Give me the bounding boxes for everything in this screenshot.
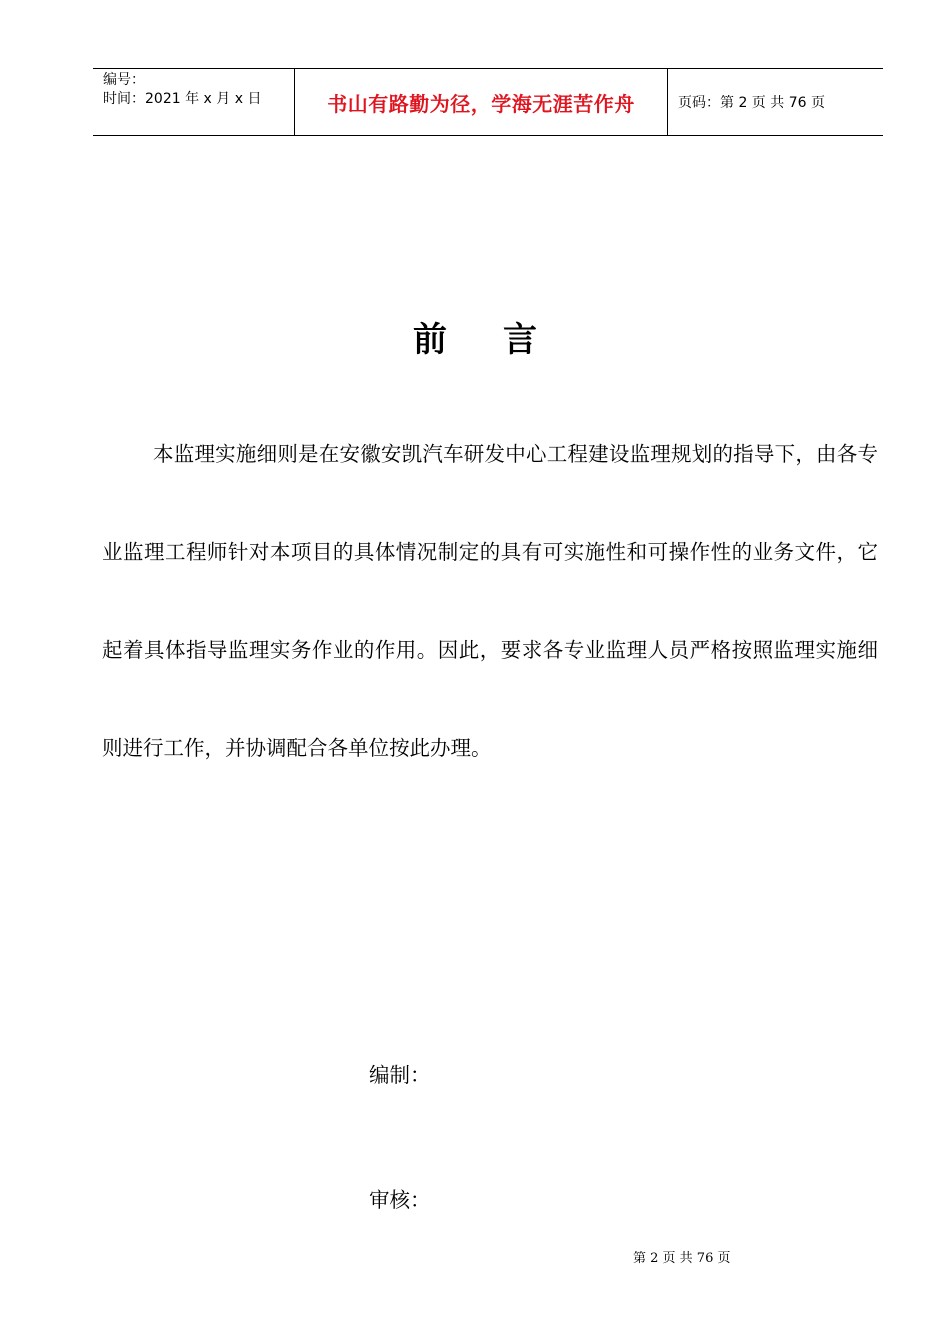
title-char-2: 言 bbox=[503, 320, 537, 360]
page-title bbox=[0, 312, 950, 361]
header-motto: 书山有路勤为径，学海无涯苦作舟 bbox=[327, 91, 635, 116]
page-header bbox=[93, 68, 883, 136]
header-meta-cell bbox=[93, 69, 295, 135]
body-paragraph: 本监理实施细则是在安徽安凯汽车研发中心工程建设监理规划的指导下，由各专业监理工程师针对本项目的具体情况制定的具有可实施性和可操作性的业务文件，它起着具体指导监理实务作业的作用。因此，要求各专业监理人员严格按照监理实施细则进行工作，并协调配合各单位按此办理。 bbox=[102, 442, 878, 760]
header-motto-cell bbox=[295, 69, 668, 135]
document-time-label: 时间：2021 年 x 月 x 日 bbox=[103, 91, 262, 107]
document-number-label: 编号： bbox=[103, 72, 145, 88]
compiled-by-label: 编制： bbox=[369, 1063, 431, 1087]
title-char-1: 前 bbox=[413, 320, 447, 360]
page-footer: 第 2 页 共 76 页 bbox=[633, 1251, 731, 1266]
header-page-info: 页码：第 2 页 共 76 页 bbox=[678, 95, 825, 111]
reviewed-by-label: 审核： bbox=[369, 1188, 431, 1212]
header-page-cell bbox=[668, 69, 883, 135]
